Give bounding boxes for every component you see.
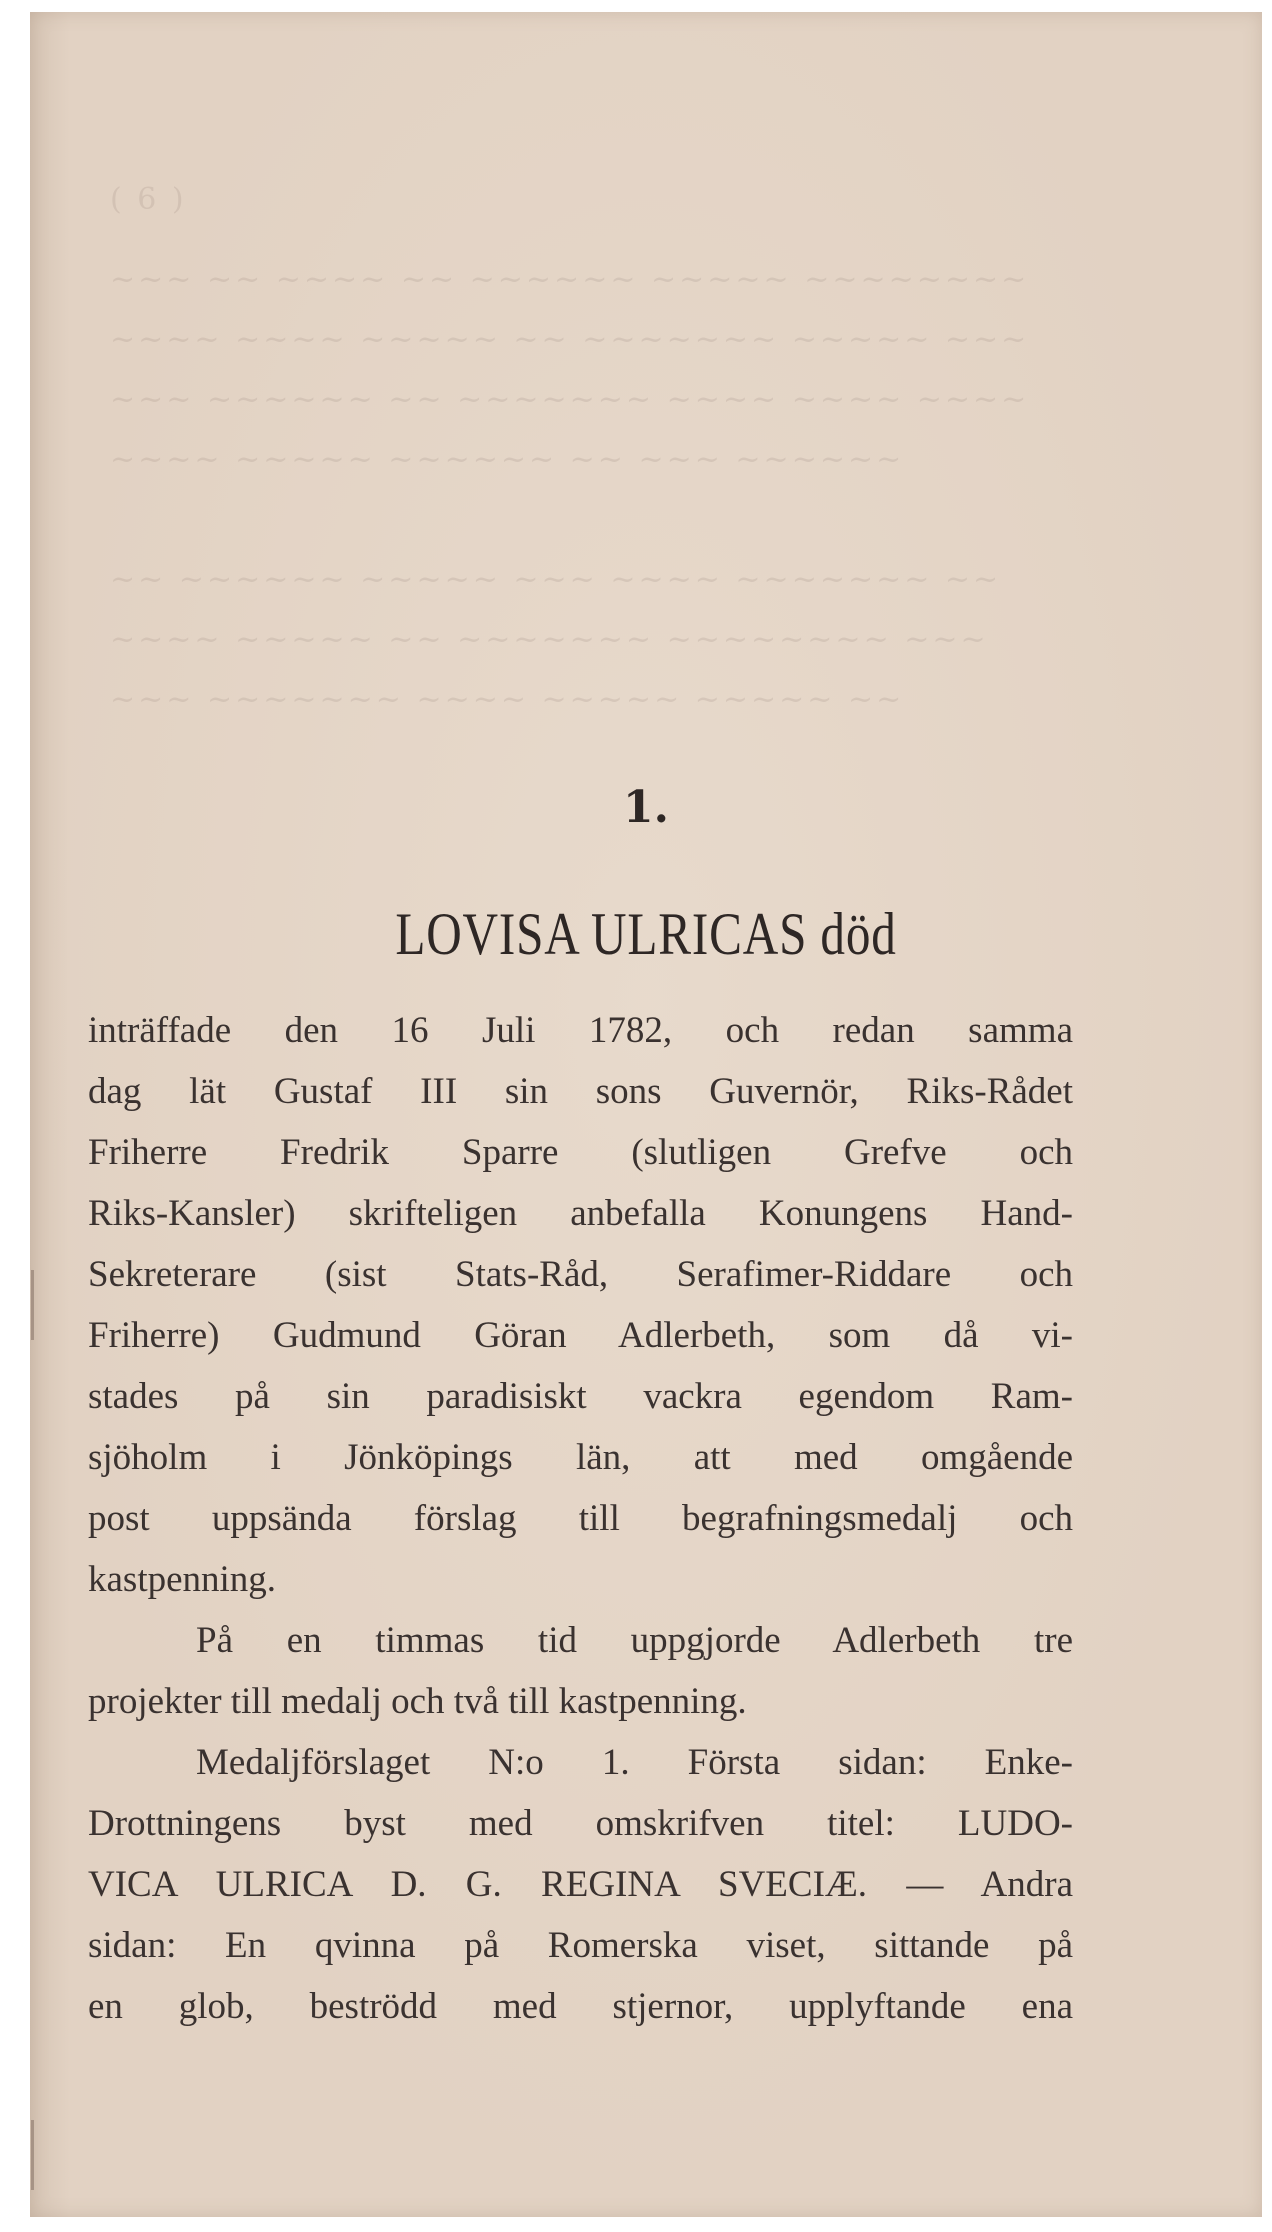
text-line: inträffade den 16 Juli 1782, och redan samma bbox=[88, 1010, 1073, 1051]
show-through-decoration: ~~~ ~~ ~~~~ ~~ ~~~~~~ ~~~~~ ~~~~~~~~ bbox=[110, 262, 1030, 297]
text-line: Drottningens byst med omskrifven titel: LUDO- bbox=[88, 1803, 1073, 1844]
text-line: sjöholm i Jönköpings län, att med omgående bbox=[88, 1437, 1073, 1478]
page-edge-mark bbox=[31, 1270, 34, 1340]
show-through-decoration: ~~~~ ~~~~~ ~~ ~~~~~~~ ~~~~~~~~ ~~~ bbox=[110, 622, 989, 657]
text-line: Sekreterare (sist Stats-Råd, Serafimer-Riddare och bbox=[88, 1254, 1073, 1295]
chapter-number: 1. bbox=[623, 782, 669, 833]
body-text bbox=[88, 1000, 1073, 2037]
text-line: kastpenning. bbox=[88, 1559, 277, 1600]
page-edge-mark bbox=[31, 2120, 34, 2190]
text-line: dag lät Gustaf III sin sons Guvernör, Riks-Rådet bbox=[88, 1071, 1073, 1112]
text-line: projekter till medalj och två till kastpenning. bbox=[88, 1681, 747, 1722]
text-line: Medaljförslaget N:o 1. Första sidan: Enke- bbox=[196, 1742, 1073, 1783]
text-line: sidan: En qvinna på Romerska viset, sittande på bbox=[88, 1925, 1073, 1966]
text-line: På en timmas tid uppgjorde Adlerbeth tre bbox=[196, 1620, 1073, 1661]
show-through-decoration: ~~~ ~~~~~~ ~~ ~~~~~~~ ~~~~ ~~~~ ~~~~ bbox=[110, 382, 1030, 417]
text-line: Friherre Fredrik Sparre (slutligen Grefve och bbox=[88, 1132, 1073, 1173]
text-line: en glob, beströdd med stjernor, upplyftande ena bbox=[88, 1986, 1073, 2027]
show-through-decoration: ~~~~ ~~~~ ~~~~~ ~~ ~~~~~~~ ~~~~~ ~~~ bbox=[110, 322, 1030, 357]
text-line: Friherre) Gudmund Göran Adlerbeth, som då vi- bbox=[88, 1315, 1073, 1356]
show-through-decoration: ~~ ~~~~~~ ~~~~~ ~~~ ~~~~ ~~~~~~~ ~~ bbox=[110, 562, 1002, 597]
text-line: stades på sin paradisiskt vackra egendom Ram- bbox=[88, 1376, 1073, 1417]
show-through-decoration: ( 6 ) bbox=[110, 182, 187, 217]
show-through-decoration: ~~~~ ~~~~~ ~~~~~~ ~~ ~~~ ~~~~~~ bbox=[110, 442, 905, 477]
text-line: VICA ULRICA D. G. REGINA SVECIÆ. — Andra bbox=[88, 1864, 1073, 1905]
show-through-decoration: ~~~ ~~~~~~~ ~~~~ ~~~~~ ~~~~~ ~~ bbox=[110, 682, 905, 717]
text-line: post uppsända förslag till begrafningsmedalj och bbox=[88, 1498, 1073, 1539]
book-page bbox=[30, 12, 1262, 2217]
chapter-title: LOVISA ULRICAS död bbox=[395, 901, 897, 967]
text-line: Riks-Kansler) skrifteligen anbefalla Konungens Hand- bbox=[88, 1193, 1073, 1234]
